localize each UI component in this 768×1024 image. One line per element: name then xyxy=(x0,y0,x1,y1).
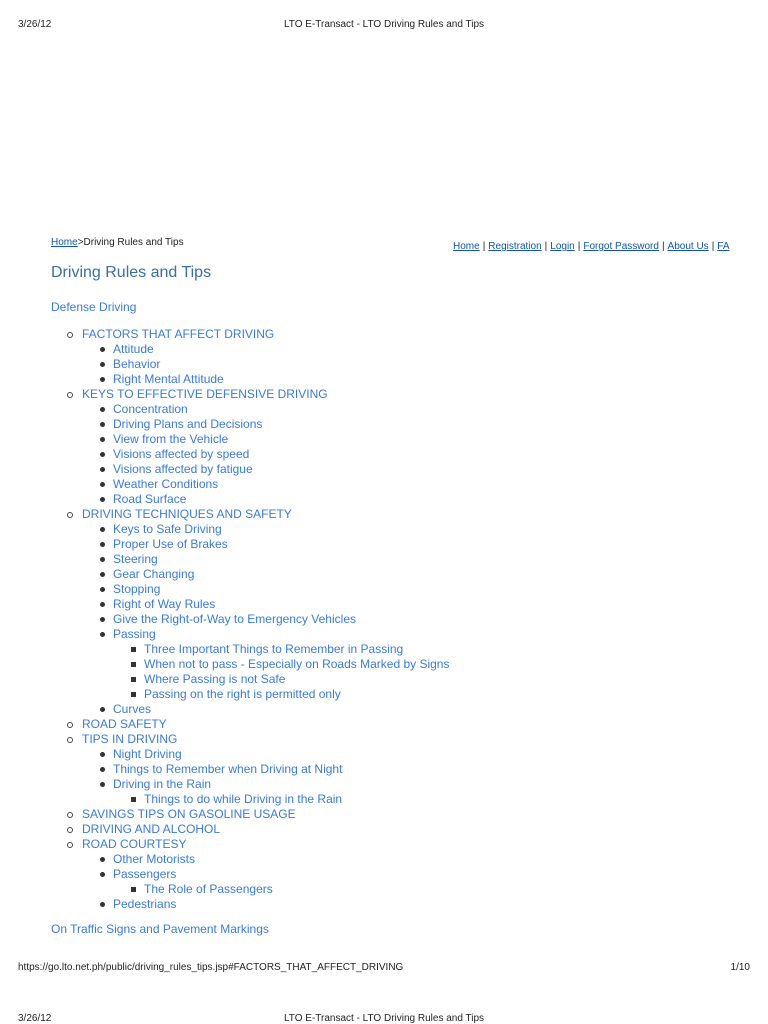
print-title: LTO E-Transact - LTO Driving Rules and Tips xyxy=(283,1013,485,1024)
toc-link[interactable]: Give the Right-of-Way to Emergency Vehicles xyxy=(113,612,356,626)
toc-item xyxy=(82,867,449,897)
toc-item xyxy=(82,627,449,702)
toc-sublist xyxy=(0,342,449,387)
toc-sublist xyxy=(82,882,449,897)
toc-item xyxy=(82,357,449,372)
toc-item xyxy=(0,822,449,837)
toc-link[interactable]: View from the Vehicle xyxy=(113,432,229,446)
toc-link[interactable]: SAVINGS TIPS ON GASOLINE USAGE xyxy=(82,807,296,821)
toc-link[interactable]: Gear Changing xyxy=(113,567,195,581)
toc-item xyxy=(82,537,449,552)
nav-about-us-link[interactable]: About Us xyxy=(667,241,709,252)
toc-link[interactable]: Driving Plans and Decisions xyxy=(113,417,263,431)
toc-item xyxy=(82,552,449,567)
toc-link[interactable]: Behavior xyxy=(113,357,161,371)
section-defense-driving-link[interactable]: Defense Driving xyxy=(51,300,137,314)
toc-item xyxy=(82,447,449,462)
toc-link[interactable]: Driving in the Rain xyxy=(113,777,212,791)
print-date: 3/26/12 xyxy=(18,1013,52,1024)
toc-item xyxy=(82,417,449,432)
toc-link[interactable]: Three Important Things to Remember in Passing xyxy=(144,642,404,656)
toc-item xyxy=(0,387,449,507)
toc-item xyxy=(0,807,449,822)
page-title: Driving Rules and Tips xyxy=(51,264,212,281)
toc-link[interactable]: Other Motorists xyxy=(113,852,196,866)
toc-sublist xyxy=(0,522,449,717)
toc-item xyxy=(113,687,449,702)
toc-link[interactable]: KEYS TO EFFECTIVE DEFENSIVE DRIVING xyxy=(82,387,328,401)
toc-link[interactable]: DRIVING TECHNIQUES AND SAFETY xyxy=(82,507,292,521)
print-page-number: 1/10 xyxy=(730,962,750,973)
toc-link[interactable]: Weather Conditions xyxy=(113,477,219,491)
toc-link[interactable]: ROAD COURTESY xyxy=(82,837,187,851)
toc-item xyxy=(82,582,449,597)
nav-separator: | xyxy=(482,241,486,252)
print-footer-url: https://go.lto.net.ph/public/driving_rules_tips.jsp#FACTORS_THAT_AFFECT_DRIVING xyxy=(18,962,404,973)
toc-link[interactable]: Passing on the right is permitted only xyxy=(144,687,341,701)
toc-link[interactable]: Where Passing is not Safe xyxy=(144,672,286,686)
top-navigation xyxy=(453,241,733,252)
breadcrumb-home-link[interactable]: Home xyxy=(51,237,78,248)
toc-item xyxy=(82,477,449,492)
section-traffic-signs-link[interactable]: On Traffic Signs and Pavement Markings xyxy=(51,922,269,936)
print-date: 3/26/12 xyxy=(18,19,52,30)
toc-item xyxy=(113,792,449,807)
toc-list xyxy=(0,327,449,912)
toc-sublist xyxy=(82,642,449,702)
toc-item xyxy=(82,897,449,912)
toc-link[interactable]: Visions affected by speed xyxy=(113,447,250,461)
nav-faq-link[interactable]: FA xyxy=(717,241,730,252)
toc-link[interactable]: DRIVING AND ALCOHOL xyxy=(82,822,221,836)
nav-login-link[interactable]: Login xyxy=(550,241,575,252)
toc-link[interactable]: Things to Remember when Driving at Night xyxy=(113,762,343,776)
toc-item xyxy=(113,672,449,687)
toc-link[interactable]: Keys to Safe Driving xyxy=(113,522,222,536)
nav-home-link[interactable]: Home xyxy=(453,241,480,252)
toc-item xyxy=(82,372,449,387)
toc-link[interactable]: Passengers xyxy=(113,867,177,881)
toc-link[interactable]: ROAD SAFETY xyxy=(82,717,167,731)
breadcrumb-separator: > xyxy=(77,237,84,248)
toc-link[interactable]: Visions affected by fatigue xyxy=(113,462,253,476)
toc-item xyxy=(0,732,449,807)
toc-item xyxy=(0,717,449,732)
toc-item xyxy=(82,747,449,762)
toc-link[interactable]: Steering xyxy=(113,552,158,566)
toc-item xyxy=(82,762,449,777)
toc-sublist xyxy=(0,747,449,807)
nav-forgot-password-link[interactable]: Forgot Password xyxy=(583,241,659,252)
nav-registration-link[interactable]: Registration xyxy=(488,241,542,252)
toc-item xyxy=(82,612,449,627)
toc-item xyxy=(82,492,449,507)
toc-item xyxy=(82,702,449,717)
toc-link[interactable]: Proper Use of Brakes xyxy=(113,537,228,551)
toc-item xyxy=(113,642,449,657)
toc-link[interactable]: Curves xyxy=(113,702,152,716)
toc-item xyxy=(82,522,449,537)
breadcrumb xyxy=(51,237,184,248)
toc-link[interactable]: Road Surface xyxy=(113,492,187,506)
toc-link[interactable]: Stopping xyxy=(113,582,161,596)
toc-link[interactable]: Attitude xyxy=(113,342,154,356)
nav-separator: | xyxy=(577,241,581,252)
toc-item xyxy=(82,342,449,357)
toc-sublist xyxy=(0,852,449,912)
toc-item xyxy=(82,462,449,477)
nav-separator: | xyxy=(711,241,715,252)
toc-link[interactable]: When not to pass - Especially on Roads Marked by Signs xyxy=(144,657,450,671)
toc-link[interactable]: Things to do while Driving in the Rain xyxy=(144,792,343,806)
nav-separator: | xyxy=(661,241,665,252)
toc-item xyxy=(113,657,449,672)
toc-link[interactable]: Right of Way Rules xyxy=(113,597,216,611)
toc-sublist xyxy=(82,792,449,807)
toc-item xyxy=(0,327,449,387)
toc-link[interactable]: Concentration xyxy=(113,402,188,416)
nav-separator: | xyxy=(544,241,548,252)
toc-link[interactable]: FACTORS THAT AFFECT DRIVING xyxy=(82,327,275,341)
toc-link[interactable]: Passing xyxy=(113,627,156,641)
toc-link[interactable]: TIPS IN DRIVING xyxy=(82,732,178,746)
print-title: LTO E-Transact - LTO Driving Rules and Tips xyxy=(283,19,485,30)
toc-item xyxy=(0,837,449,912)
toc-sublist xyxy=(0,402,449,507)
toc-link[interactable]: Pedestrians xyxy=(113,897,177,911)
toc-item xyxy=(82,432,449,447)
toc-link[interactable]: The Role of Passengers xyxy=(144,882,273,896)
table-of-contents xyxy=(0,327,449,912)
toc-item xyxy=(82,402,449,417)
toc-item xyxy=(82,777,449,807)
toc-item xyxy=(113,882,449,897)
toc-item xyxy=(0,507,449,717)
breadcrumb-current: Driving Rules and Tips xyxy=(83,237,184,248)
toc-item xyxy=(82,597,449,612)
toc-link[interactable]: Right Mental Attitude xyxy=(113,372,224,386)
toc-item xyxy=(82,567,449,582)
toc-link[interactable]: Night Driving xyxy=(113,747,182,761)
toc-item xyxy=(82,852,449,867)
